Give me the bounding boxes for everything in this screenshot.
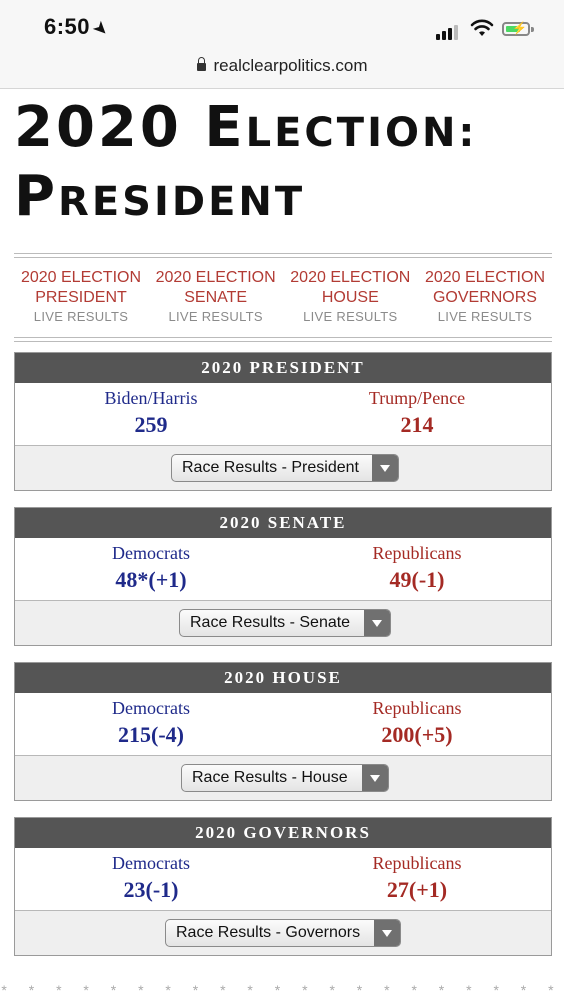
- select-value: Race Results - President: [182, 459, 359, 476]
- nav-governors-link[interactable]: [418, 268, 552, 326]
- president-results-box: [14, 352, 552, 491]
- nav-label: 2020 ELECTION: [424, 269, 545, 286]
- electoral-votes: 259: [134, 412, 168, 437]
- lock-icon: [197, 63, 206, 71]
- party-name: Democrats: [112, 698, 190, 718]
- nav-label: GOVERNORS: [432, 289, 537, 306]
- nav-sublabel: LIVE RESULTS: [33, 309, 129, 324]
- seat-count: 49(-1): [389, 567, 445, 592]
- nav-label: 2020 ELECTION: [20, 269, 142, 286]
- divider: [14, 253, 552, 254]
- race-results-select[interactable]: [181, 764, 389, 792]
- divider: [14, 257, 552, 258]
- dotted-separator: * * * * * * * * * * * * * * * * * * * * *: [1, 982, 563, 998]
- democrat-tally: [41, 697, 261, 751]
- seat-count: 215(-4): [118, 722, 184, 747]
- status-bar: [0, 0, 564, 46]
- nav-sublabel: LIVE RESULTS: [303, 309, 398, 324]
- select-value: Race Results - Senate: [190, 614, 351, 631]
- wifi-icon: [470, 18, 494, 38]
- divider: [14, 337, 552, 338]
- chevron-down-icon: [362, 765, 388, 791]
- nav-label: 2020 ELECTION: [155, 269, 276, 286]
- battery-icon: ⚡: [502, 22, 530, 36]
- race-results-select[interactable]: [171, 454, 399, 482]
- race-results-select[interactable]: [179, 609, 391, 637]
- nav-label: 2020 ELECTION: [290, 269, 411, 286]
- divider: [14, 341, 552, 342]
- status-time: 6:50➤: [44, 14, 112, 41]
- select-value: Race Results - Governors: [176, 924, 361, 941]
- republican-tally: [307, 387, 527, 441]
- party-name: Democrats: [112, 853, 190, 873]
- chevron-down-icon: [374, 920, 400, 946]
- electoral-votes: 214: [400, 412, 434, 437]
- box-header: 2020 HOUSE: [15, 663, 551, 693]
- nav-president-link[interactable]: [14, 268, 148, 326]
- chevron-down-icon: [364, 610, 390, 636]
- seat-count: 23(-1): [123, 877, 179, 902]
- party-name: Republicans: [372, 853, 462, 873]
- democrat-tally: [41, 387, 261, 441]
- page-title: 2020 ELECTION: PRESIDENT: [14, 95, 478, 229]
- candidate-name: Trump/Pence: [368, 388, 466, 408]
- seat-count: 48*(+1): [115, 567, 187, 592]
- democrat-tally: [41, 542, 261, 596]
- location-arrow-icon: ➤: [89, 18, 112, 41]
- race-results-select[interactable]: [165, 919, 401, 947]
- nav-label: HOUSE: [321, 289, 379, 306]
- box-header: 2020 PRESIDENT: [15, 353, 551, 383]
- nav-label: SENATE: [184, 289, 248, 306]
- election-nav: [14, 268, 552, 326]
- chevron-down-icon: [372, 455, 398, 481]
- party-name: Republicans: [372, 543, 462, 563]
- box-header: 2020 SENATE: [15, 508, 551, 538]
- nav-sublabel: LIVE RESULTS: [168, 309, 263, 324]
- battery-nub: [531, 27, 534, 32]
- seat-count: 200(+5): [381, 722, 453, 747]
- governors-results-box: [14, 817, 552, 956]
- url-text: realclearpolitics.com: [213, 56, 368, 75]
- candidate-name: Biden/Harris: [104, 388, 198, 408]
- party-name: Republicans: [372, 698, 462, 718]
- nav-label: PRESIDENT: [35, 289, 127, 306]
- nav-sublabel: LIVE RESULTS: [437, 309, 533, 324]
- cellular-signal-icon: [436, 22, 464, 40]
- box-header: 2020 GOVERNORS: [15, 818, 551, 848]
- seat-count: 27(+1): [386, 877, 448, 902]
- republican-tally: [307, 542, 527, 596]
- nav-house-link[interactable]: [283, 268, 417, 326]
- republican-tally: [307, 697, 527, 751]
- house-results-box: [14, 662, 552, 801]
- select-value: Race Results - House: [192, 769, 348, 786]
- republican-tally: [307, 852, 527, 906]
- nav-senate-link[interactable]: [149, 268, 283, 326]
- party-name: Democrats: [112, 543, 190, 563]
- democrat-tally: [41, 852, 261, 906]
- senate-results-box: [14, 507, 552, 646]
- address-bar[interactable]: [0, 46, 564, 89]
